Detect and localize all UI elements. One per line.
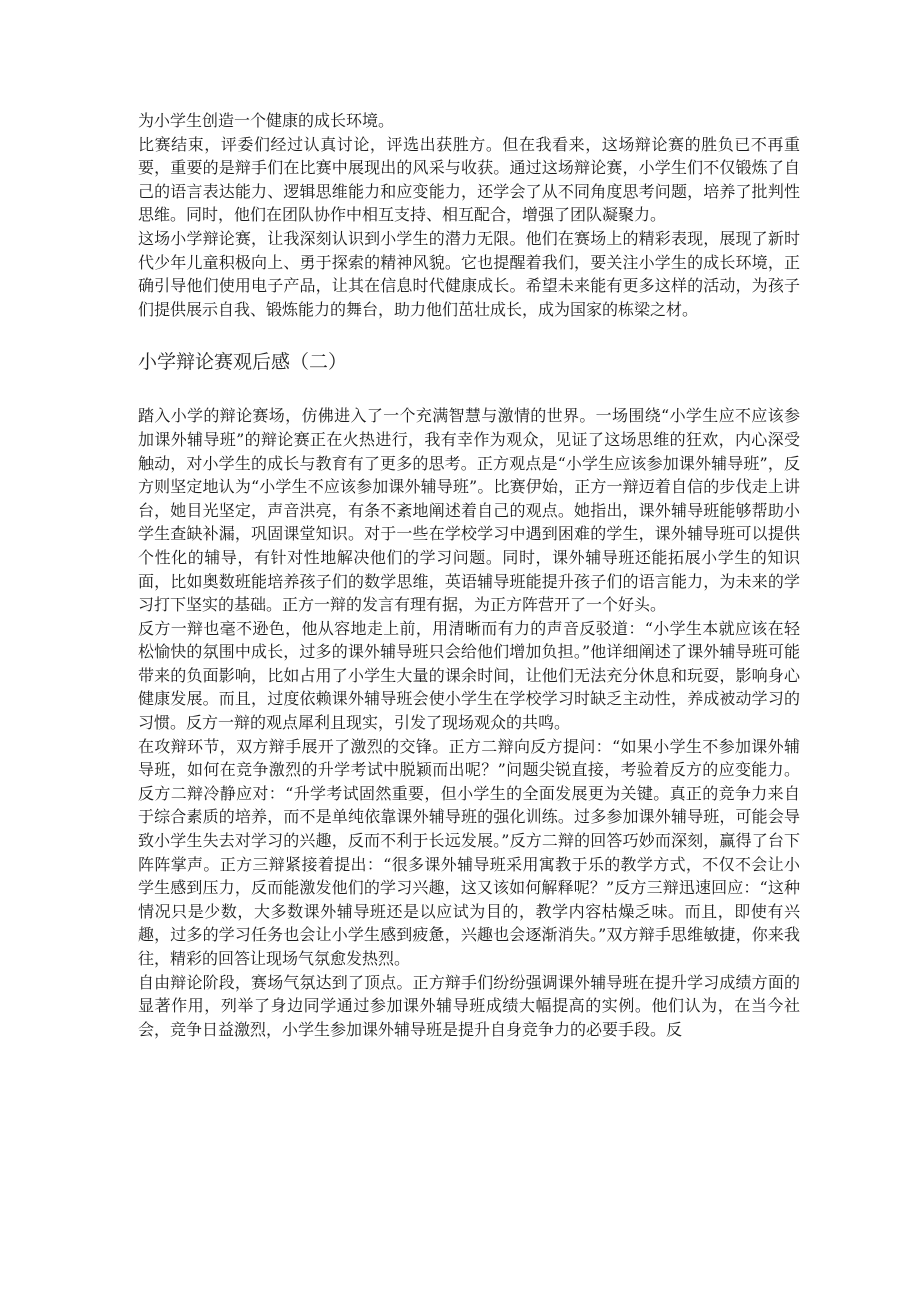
paragraph: 这场小学辩论赛，让我深刻认识到小学生的潜力无限。他们在赛场上的精彩表现，展现了新时代少年儿童积极向上、勇于探索的精神风貌。它也提醒着我们，要关注小学生的成长环境，正确引导他们使用电子产品，让其在信息时代健康成长。希望未来能有更多这样的活动，为孩子们提供展示自我、锻炼能力的舞台，助力他们茁壮成长，成为国家的栋梁之材。: [138, 228, 800, 319]
paragraph: 踏入小学的辩论赛场，仿佛进入了一个充满智慧与激情的世界。一场围绕“小学生应不应该参加课外辅导班”的辩论赛正在火热进行，我有幸作为观众，见证了这场思维的狂欢，内心深受触动，对小学生的成长与教育有了更多的思考。正方观点是“小学生应该参加课外辅导班”，反方则坚定地认为“小学生不应该参加课外辅导班”。比赛伊始，正方一辩迈着自信的步伐走上讲台，她目光坚定，声音洪亮，有条不紊地阐述着自己的观点。她指出，课外辅导班能够帮助小学生查缺补漏，巩固课堂知识。对于一些在学校学习中遇到困难的学生，课外辅导班可以提供个性化的辅导，有针对性地解决他们的学习问题。同时，课外辅导班还能拓展小学生的知识面，比如奥数班能培养孩子们的数学思维，英语辅导班能提升孩子们的语言能力，为未来的学习打下坚实的基础。正方一辩的发言有理有据，为正方阵营开了一个好头。: [138, 406, 800, 615]
section-1-body: [138, 109, 800, 321]
paragraph: 比赛结束，评委们经过认真讨论，评选出获胜方。但在我看来，这场辩论赛的胜负已不再重要，重要的是辩手们在比赛中展现出的风采与收获。通过这场辩论赛，小学生们不仅锻炼了自己的语言表达能力、逻辑思维能力和应变能力，还学会了从不同角度思考问题，培养了批判性思维。同时，他们在团队协作中相互支持、相互配合，增强了团队凝聚力。: [138, 134, 800, 225]
section-title: 小学辩论赛观后感（二）: [138, 351, 348, 374]
paragraph: 反方一辩也毫不逊色，他从容地走上前，用清晰而有力的声音反驳道：“小学生本就应该在轻松愉快的氛围中成长，过多的课外辅导班只会给他们增加负担。”他详细阐述了课外辅导班可能带来的负面影响，比如占用了小学生大量的课余时间，让他们无法充分休息和玩耍，影响身心健康发展。而且，过度依赖课外辅导班会使小学生在学校学习时缺乏主动性，养成被动学习的习惯。反方一辩的观点犀利且现实，引发了现场观众的共鸣。: [138, 618, 800, 733]
document-page: [138, 109, 800, 1041]
paragraph: 自由辩论阶段，赛场气氛达到了顶点。正方辩手们纷纷强调课外辅导班在提升学习成绩方面的显著作用，列举了身边同学通过参加课外辅导班成绩大幅提高的实例。他们认为，在当今社会，竞争日益激烈，小学生参加课外辅导班是提升自身竞争力的必要手段。反: [138, 972, 800, 1039]
section-2-body: [138, 404, 800, 1041]
paragraph: 为小学生创造一个健康的成长环境。: [138, 111, 395, 130]
paragraph: 在攻辩环节，双方辩手展开了激烈的交锋。正方二辩向反方提问：“如果小学生不参加课外辅导班，如何在竞争激烈的升学考试中脱颖而出呢？”问题尖锐直接，考验着反方的应变能力。反方二辩冷静应对：“升学考试固然重要，但小学生的全面发展更为关键。真正的竞争力来自于综合素质的培养，而不是单纯依靠课外辅导班的强化训练。过多参加课外辅导班，可能会导致小学生失去对学习的兴趣，反而不利于长远发展。”反方二辩的回答巧妙而深刻，赢得了台下阵阵掌声。正方三辩紧接着提出：“很多课外辅导班采用寓教于乐的教学方式，不仅不会让小学生感到压力，反而能激发他们的学习兴趣，这又该如何解释呢？”反方三辩迅速回应：“这种情况只是少数，大多数课外辅导班还是以应试为目的，教学内容枯燥乏味。而且，即使有兴趣，过多的学习任务也会让小学生感到疲惫，兴趣也会逐渐消失。”双方辩手思维敏捷，你来我往，精彩的回答让现场气氛愈发热烈。: [138, 736, 800, 968]
section-2-header: [138, 350, 800, 374]
